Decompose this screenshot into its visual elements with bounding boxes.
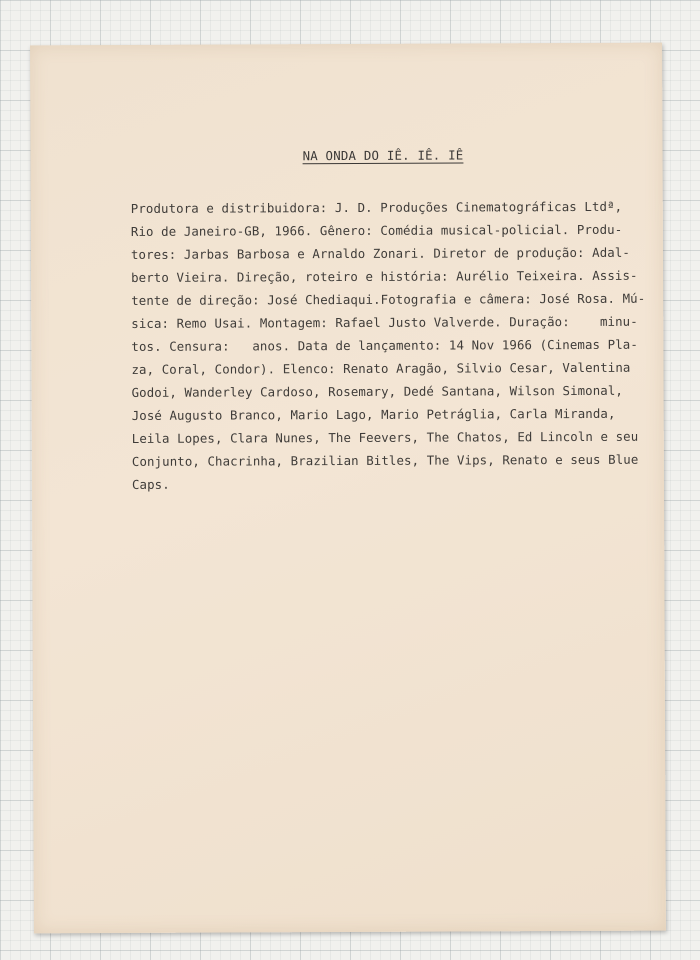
text-line: Godoi, Wanderley Cardoso, Rosemary, Dedé Santana, Wilson Simonal, [131, 382, 623, 400]
text-line: Produtora e distribuidora: J. D. Produções Cinematográficas Ltdª, [130, 198, 623, 216]
document-title: NA ONDA DO IÊ. IÊ. IÊ [302, 147, 464, 164]
typewritten-sheet [30, 43, 666, 934]
text-line: tores: Jarbas Barbosa e Arnaldo Zonari. Diretor de produção: Adal- [130, 244, 630, 262]
text-line: Rio de Janeiro-GB, 1966. Gênero: Comédia musical-policial. Produ- [130, 221, 623, 239]
text-line: tente de direção: José Chediaqui.Fotografia e câmera: José Rosa. Mú- [131, 290, 646, 308]
text-line: Caps. [131, 476, 170, 492]
text-line: José Augusto Branco, Mario Lago, Mario Petráglia, Carla Miranda, [131, 405, 616, 423]
document-body [131, 195, 652, 496]
text-line: za, Coral, Condor). Elenco: Renato Aragão, Silvio Cesar, Valentina [131, 359, 631, 377]
text-line: berto Vieira. Direção, roteiro e história: Aurélio Teixeira. Assis- [131, 267, 638, 285]
text-line: Conjunto, Chacrinha, Brazilian Bitles, The Vips, Renato e seus Blue [131, 451, 639, 469]
text-line: Leila Lopes, Clara Nunes, The Feevers, The Chatos, Ed Lincoln e seu [131, 428, 639, 446]
text-line: tos. Censura: anos. Data de lançamento: 14 Nov 1966 (Cinemas Pla- [131, 336, 638, 354]
text-line: sica: Remo Usai. Montagem: Rafael Justo Valverde. Duração: minu- [131, 313, 638, 331]
